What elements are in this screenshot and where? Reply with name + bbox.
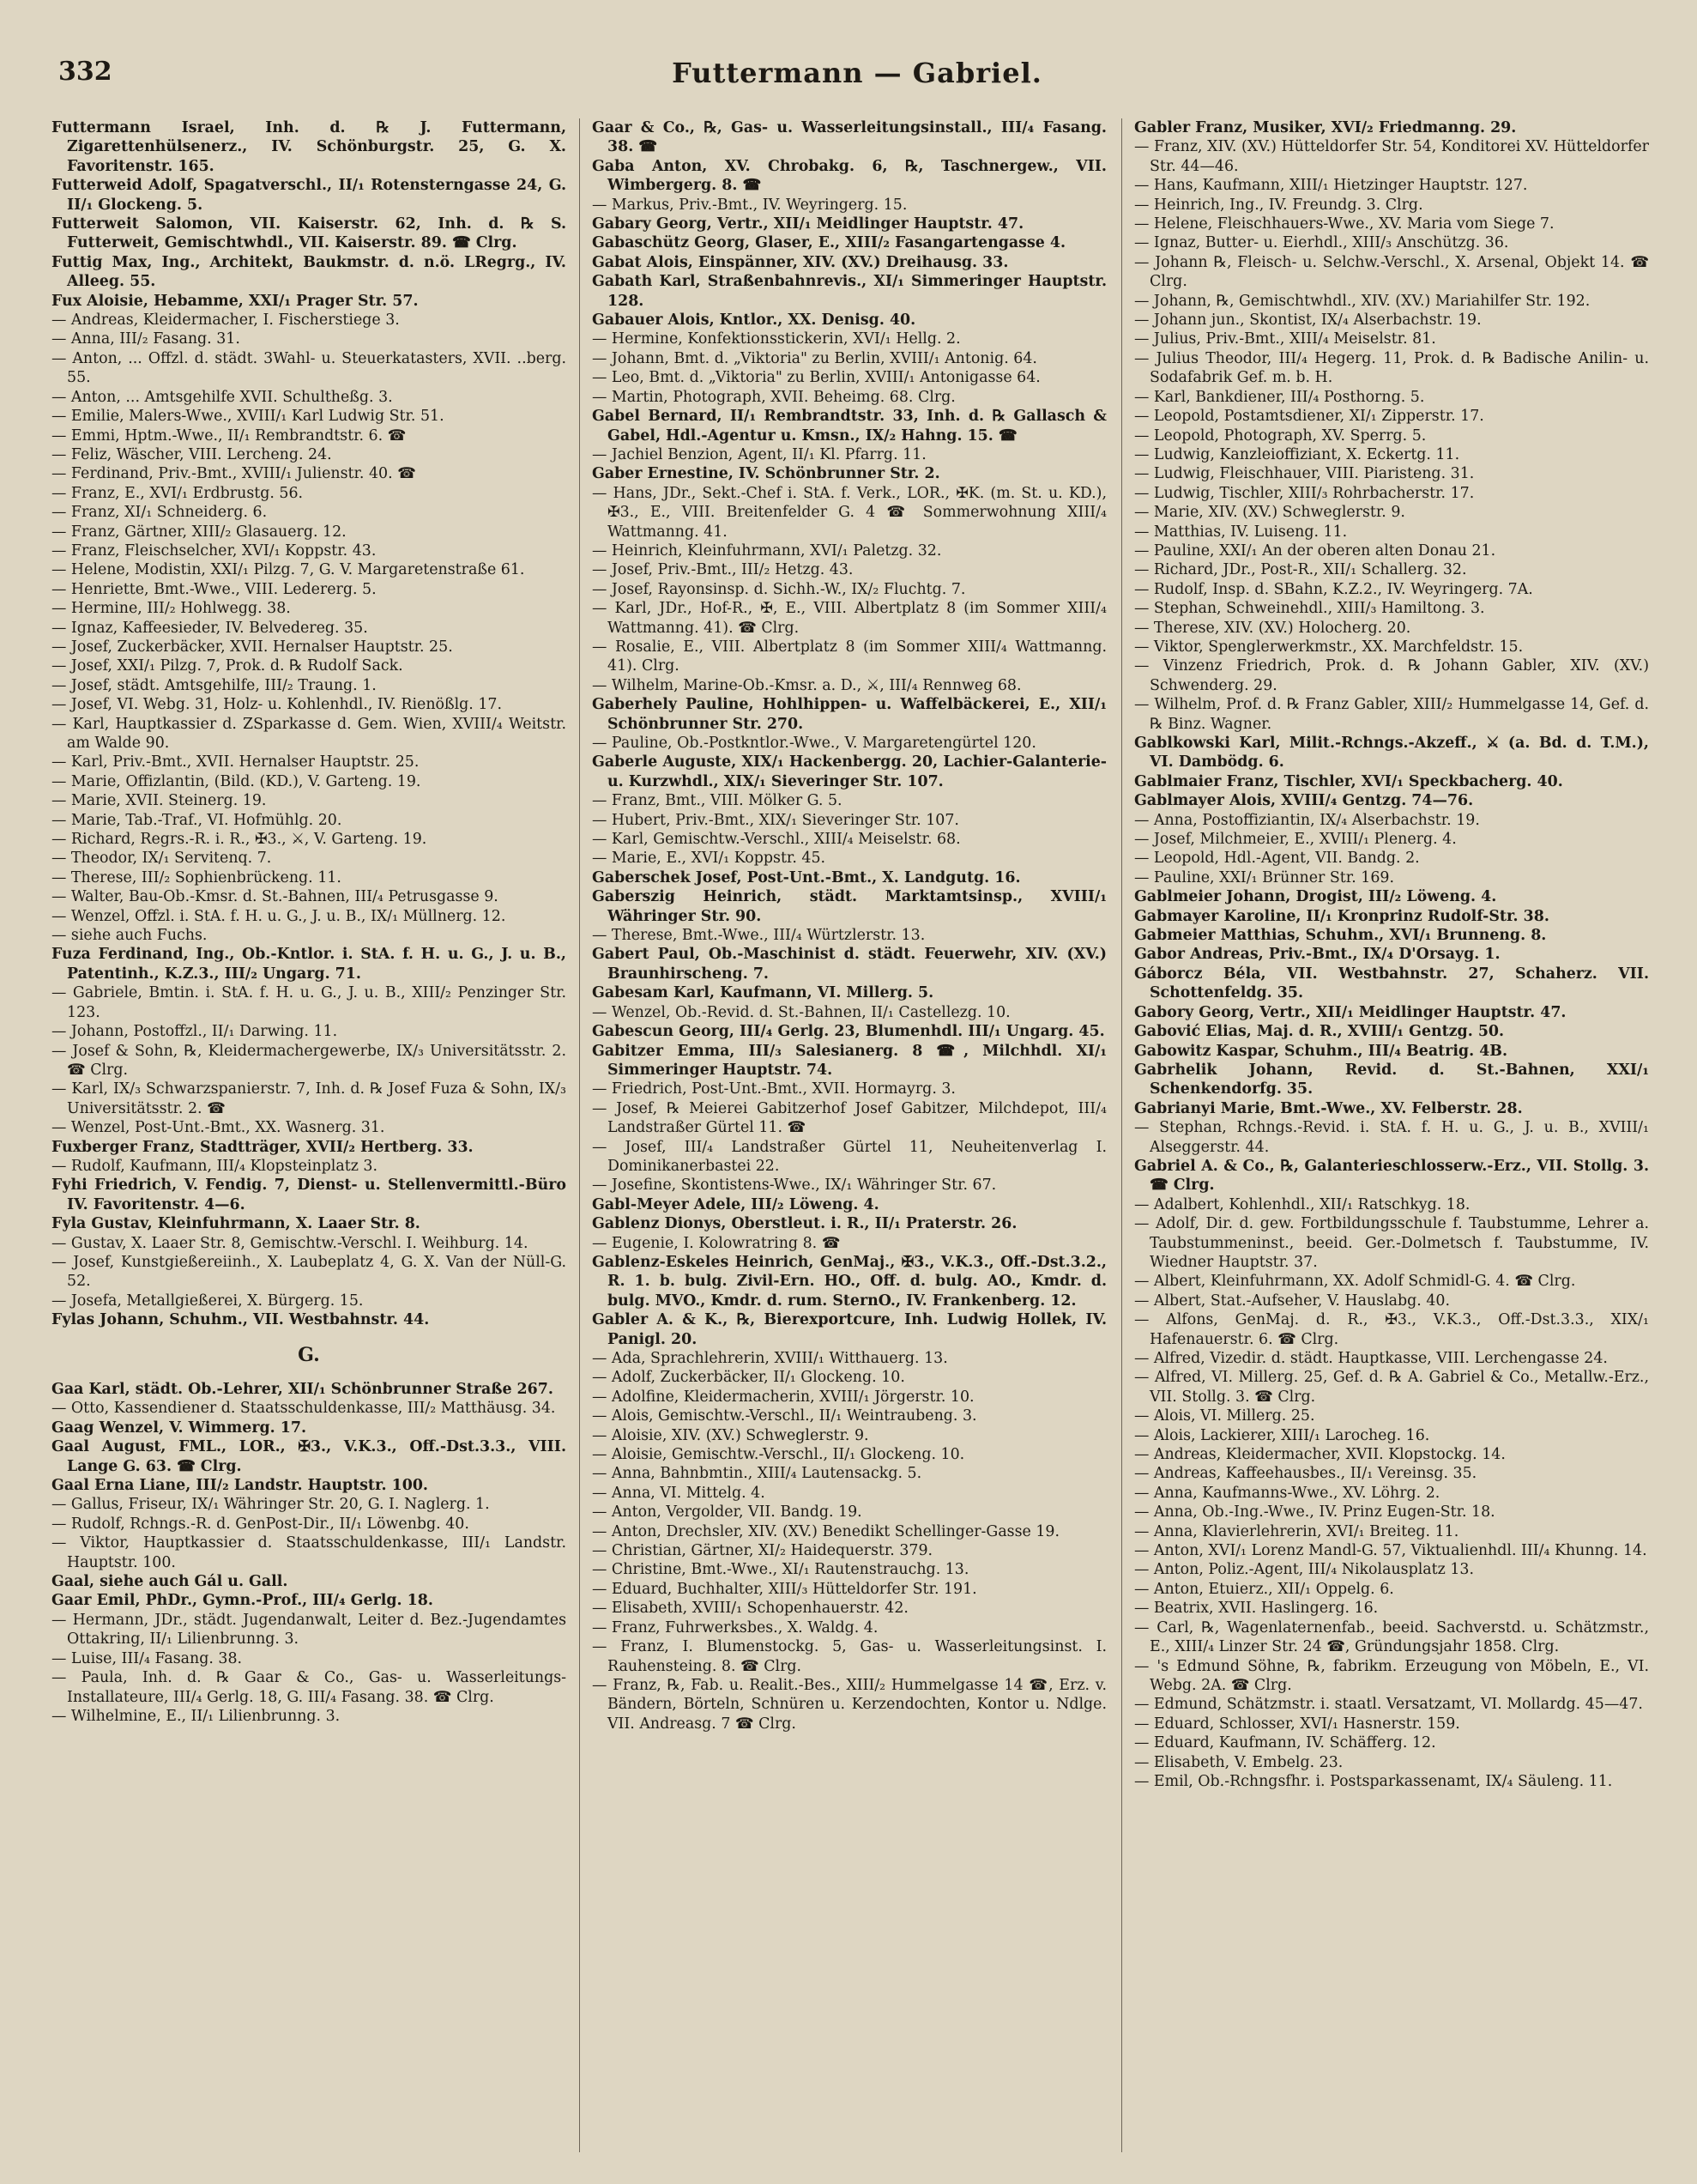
directory-entry: — Albert, Stat.-Aufseher, V. Hauslabg. 40. — [1134, 1292, 1450, 1310]
directory-entry: — Walter, Bau-Ob.-Kmsr. d. St.-Bahnen, III/₄ Petrusgasse 9. — [51, 888, 498, 906]
directory-entry: — Leopold, Postamtsdiener, XI/₁ Zipperstr. 17. — [1134, 408, 1484, 426]
directory-entry-head: Gabl-Meyer Adele, III/₂ Löweng. 4. — [592, 1195, 879, 1213]
directory-entry: — Josef, Milchmeier, E., XVIII/₁ Plenerg. 4. — [1134, 831, 1457, 849]
directory-entry-head: Gabrianyi Marie, Bmt.-Wwe., XV. Felberstr. 28. — [1134, 1099, 1523, 1117]
directory-entry: — Aloisie, Gemischtw.-Verschl., II/₁ Glockeng. 10. — [592, 1446, 965, 1464]
directory-entry: — Adolfine, Kleidermacherin, XVIII/₁ Jörgerstr. 10. — [592, 1388, 975, 1406]
directory-entry: — Johann, Postoffzl., II/₁ Darwing. 11. — [51, 1023, 338, 1041]
page-number: 332 — [58, 57, 112, 87]
directory-entry: — Franz, I. Blumenstockg. 5, Gas- u. Wasserleitungsinst. I. Rauhensteing. 8. ☎ Clrg. — [592, 1638, 1107, 1675]
directory-entry: — Gustav, X. Laaer Str. 8, Gemischtw.-Verschl. I. Weihburg. 14. — [51, 1234, 528, 1252]
directory-entry-head: Gabrhelik Johann, Revid. d. St.-Bahnen, XXI/₁ Schenkendorfg. 35. — [1134, 1061, 1649, 1098]
directory-entry-head: Gabler Franz, Musiker, XVI/₂ Friedmanng. 29. — [1134, 119, 1517, 136]
directory-entry: — Wilhelm, Marine-Ob.-Kmsr. a. D., ⚔, III/₄ Rennweg 68. — [592, 676, 1022, 694]
directory-entry: — Henriette, Bmt.-Wwe., VIII. Ledererg. 5. — [51, 580, 377, 598]
directory-entry-head: Gabory Georg, Vertr., XII/₁ Meidlinger Hauptstr. 47. — [1134, 1003, 1567, 1021]
directory-entry: — Adolf, Dir. d. gew. Fortbildungsschule f. Taubstumme, Lehrer a. Taubstummeninst., beeid. Ger.-Dolmetsch f. Taubstumme, IV. Wiedner Hauptstr. 37. — [1134, 1215, 1649, 1271]
directory-entry: — Alois, Lackierer, XIII/₁ Larocheg. 16. — [1134, 1426, 1430, 1444]
directory-entry: — Eugenie, I. Kolowratring 8. ☎ — [592, 1234, 841, 1252]
directory-entry: — Therese, Bmt.-Wwe., III/₄ Würtzlerstr. 13. — [592, 927, 926, 945]
directory-entry-head: Gabler A. & K., ℞, Bierexportcure, Inh. Ludwig Hollek, IV. Panigl. 20. — [592, 1311, 1107, 1348]
directory-entry: — Vinzenz Friedrich, Prok. d. ℞ Johann Gabler, XIV. (XV.) Schwenderg. 29. — [1134, 657, 1649, 694]
directory-entry: — Josef, III/₄ Landstraßer Gürtel 11, Neuheitenverlag I. Dominikanerbastei 22. — [592, 1138, 1107, 1175]
directory-entry: — Anton, Poliz.-Agent, III/₄ Nikolausplatz 13. — [1134, 1561, 1474, 1579]
directory-entry: — Elisabeth, V. Embelg. 23. — [1134, 1753, 1344, 1771]
directory-entry: — Anton, Etuierz., XII/₁ Oppelg. 6. — [1134, 1580, 1394, 1598]
directory-entry: — Otto, Kassendiener d. Staatsschuldenkasse, III/₂ Matthäusg. 34. — [51, 1400, 556, 1418]
directory-entry: — Marie, XIV. (XV.) Schweglerstr. 9. — [1134, 504, 1405, 522]
directory-entry: — Andreas, Kaffeehausbes., II/₁ Vereinsg. 35. — [1134, 1465, 1477, 1483]
directory-entry-head: Gabriel A. & Co., ℞, Galanterieschlosserw.-Erz., VII. Stollg. 3. ☎ Clrg. — [1134, 1157, 1649, 1195]
directory-entry: — Stephan, Schweinehdl., XIII/₃ Hamiltong. 3. — [1134, 600, 1485, 618]
directory-entry: — Pauline, Ob.-Postkntlor.-Wwe., V. Margaretengürtel 120. — [592, 735, 1036, 752]
column-3 — [1134, 118, 1649, 2152]
directory-columns — [51, 118, 1666, 2152]
directory-entry: — Anton, ... Amtsgehilfe XVII. Schultheßg. 3. — [51, 388, 393, 406]
directory-entry: — 's Edmund Söhne, ℞, fabrikm. Erzeugung von Möbeln, E., VI. Webg. 2A. ☎ Clrg. — [1134, 1657, 1649, 1694]
directory-entry: — Wilhelmine, E., II/₁ Lilienbrunng. 3. — [51, 1707, 341, 1725]
directory-entry: — Josef & Sohn, ℞, Kleidermachergewerbe, IX/₃ Universitätsstr. 2. ☎ Clrg. — [51, 1042, 566, 1079]
directory-entry-head: Gabović Elias, Maj. d. R., XVIII/₁ Gentzg. 50. — [1134, 1023, 1505, 1041]
directory-entry: — Eduard, Kaufmann, IV. Schäfferg. 12. — [1134, 1734, 1436, 1752]
directory-entry: — Viktor, Spenglerwerkmstr., XX. Marchfeldstr. 15. — [1134, 638, 1524, 656]
directory-entry: — Hans, Kaufmann, XIII/₁ Hietzinger Hauptstr. 127. — [1134, 177, 1528, 195]
directory-entry: — Emilie, Malers-Wwe., XVIII/₁ Karl Ludwig Str. 51. — [51, 408, 444, 426]
directory-entry-head: Gabary Georg, Vertr., XII/₁ Meidlinger Hauptstr. 47. — [592, 215, 1024, 233]
directory-entry: — Elisabeth, XVIII/₁ Schopenhauerstr. 42. — [592, 1600, 909, 1618]
directory-entry: — Pauline, XXI/₁ Brünner Str. 169. — [1134, 868, 1394, 886]
directory-entry: — Helene, Modistin, XXI/₁ Pilzg. 7, G. V. Margaretenstraße 61. — [51, 561, 525, 579]
directory-entry-head: Gabat Alois, Einspänner, XIV. (XV.) Dreihausg. 33. — [592, 253, 1009, 271]
directory-entry: — Christine, Bmt.-Wwe., XI/₁ Rautenstrauchg. 13. — [592, 1561, 969, 1579]
directory-entry-head: Gabesam Karl, Kaufmann, VI. Millerg. 5. — [592, 984, 934, 1002]
directory-entry: — Johann jun., Skontist, IX/₄ Alserbachstr. 19. — [1134, 312, 1482, 330]
directory-entry: — siehe auch Fuchs. — [51, 927, 208, 945]
directory-entry-head: Fylas Johann, Schuhm., VII. Westbahnstr. 44. — [51, 1311, 430, 1329]
directory-entry-head: Gabaschütz Georg, Glaser, E., XIII/₂ Fasangartengasse 4. — [592, 234, 1066, 252]
directory-entry: — Rudolf, Rchngs.-R. d. GenPost-Dir., II/₁ Löwenbg. 40. — [51, 1515, 469, 1533]
directory-entry-head: Gáborcz Béla, VII. Westbahnstr. 27, Schaherz. VII. Schottenfeldg. 35. — [1134, 965, 1649, 1002]
directory-entry: — Anna, III/₂ Fasang. 31. — [51, 330, 240, 348]
directory-entry: — Gabriele, Bmtin. i. StA. f. H. u. G., J. u. B., XIII/₂ Penzinger Str. 123. — [51, 984, 566, 1021]
directory-entry: — Josef, Priv.-Bmt., III/₂ Hetzg. 43. — [592, 561, 854, 579]
directory-entry-head: Gablmeier Johann, Drogist, III/₂ Löweng. 4. — [1134, 888, 1497, 906]
directory-entry-head: Gaberhely Pauline, Hohlhippen- u. Waffelbäckerei, E., XII/₁ Schönbrunner Str. 270. — [592, 696, 1107, 733]
directory-entry: — Franz, E., XVI/₁ Erdbrustg. 56. — [51, 484, 304, 502]
directory-entry: — Anton, Vergolder, VII. Bandg. 19. — [592, 1503, 862, 1522]
directory-entry: — Friedrich, Post-Unt.-Bmt., XVII. Hormayrg. 3. — [592, 1080, 956, 1098]
directory-entry: — Jachiel Benzion, Agent, II/₁ Kl. Pfarrg. 11. — [592, 445, 927, 463]
directory-entry: — Eduard, Buchhalter, XIII/₃ Hütteldorfer Str. 191. — [592, 1580, 977, 1598]
directory-entry: — Pauline, XXI/₁ An der oberen alten Donau 21. — [1134, 541, 1496, 560]
directory-entry-head: Gabescun Georg, III/₄ Gerlg. 23, Blumenhdl. III/₁ Ungarg. 45. — [592, 1023, 1105, 1041]
directory-entry-head: Gabel Bernard, II/₁ Rembrandtstr. 33, Inh. d. ℞ Gallasch & Gabel, Hdl.-Agentur u. Kmsn., IX/₂ Hahng. 15. ☎ — [592, 408, 1107, 445]
directory-entry: — Wenzel, Ob.-Revid. d. St.-Bahnen, II/₁ Castellezg. 10. — [592, 1003, 1011, 1021]
directory-entry: — Wenzel, Offzl. i. StA. f. H. u. G., J. u. B., IX/₁ Müllnerg. 12. — [51, 907, 506, 925]
page-title: Futtermann — Gabriel. — [672, 57, 1042, 89]
directory-entry: — Theodor, IX/₁ Servitenq. 7. — [51, 850, 272, 868]
directory-entry: — Alfons, GenMaj. d. R., ✠3., V.K.3., Off.-Dst.3.3., XIX/₁ Hafenauerstr. 6. ☎ Clrg. — [1134, 1311, 1649, 1348]
directory-entry: — Franz, Bmt., VIII. Mölker G. 5. — [592, 792, 842, 810]
directory-entry: — Karl, JDr., Hof-R., ✠, E., VIII. Albertplatz 8 (im Sommer XIII/₄ Wattmanng. 41). ☎ Clrg. — [592, 600, 1107, 637]
directory-entry: — Julius, Priv.-Bmt., XIII/₄ Meiselstr. 81. — [1134, 330, 1436, 348]
directory-entry: — Martin, Photograph, XVII. Beheimg. 68. Clrg. — [592, 388, 956, 406]
directory-entry: — Anton, ... Offzl. d. städt. 3Wahl- u. Steuerkatasters, XVII. ..berg. 55. — [51, 349, 566, 387]
directory-entry: — Josef, städt. Amtsgehilfe, III/₂ Traung. 1. — [51, 676, 377, 694]
directory-entry-head: Fyhi Friedrich, V. Fendig. 7, Dienst- u. Stellenvermittl.-Büro IV. Favoritenstr. 4—6. — [51, 1177, 566, 1213]
directory-entry: — Therese, III/₂ Sophienbrückeng. 11. — [51, 868, 341, 886]
directory-entry-head: Gablenz Dionys, Oberstleut. i. R., II/₁ Praterstr. 26. — [592, 1215, 1018, 1233]
directory-entry-head: Gaber Ernestine, IV. Schönbrunner Str. 2. — [592, 465, 940, 483]
directory-entry: — Ferdinand, Priv.-Bmt., XVIII/₁ Julienstr. 40. ☎ — [51, 465, 416, 483]
directory-entry-head: Gaal Erna Liane, III/₂ Landstr. Hauptstr. 100. — [51, 1477, 428, 1495]
directory-entry: — Hermine, III/₂ Hohlwegg. 38. — [51, 600, 291, 618]
directory-entry-head: Fux Aloisie, Hebamme, XXI/₁ Prager Str. 57. — [51, 292, 419, 310]
directory-entry: — Stephan, Rchngs.-Revid. i. StA. f. H. u. G., J. u. B., XVIII/₁ Alseggerstr. 44. — [1134, 1119, 1649, 1156]
directory-entry: — Ignaz, Butter- u. Eierhdl., XIII/₃ Anschützg. 36. — [1134, 234, 1509, 252]
directory-entry: — Anton, XVI/₁ Lorenz Mandl-G. 57, Viktualienhdl. III/₄ Khunng. 14. — [1134, 1542, 1647, 1560]
directory-entry: — Richard, JDr., Post-R., XII/₁ Schallerg. 32. — [1134, 561, 1467, 579]
directory-entry: — Karl, Bankdiener, III/₄ Posthorng. 5. — [1134, 388, 1425, 406]
directory-entry: — Josefa, Metallgießerei, X. Bürgerg. 15. — [51, 1292, 364, 1310]
directory-entry-head: Gaar Emil, PhDr., Gymn.-Prof., III/₄ Gerlg. 18. — [51, 1592, 433, 1610]
directory-entry: — Alfred, VI. Millerg. 25, Gef. d. ℞ A. Gabriel & Co., Metallw.-Erz., VII. Stollg. 3. ☎ Clrg. — [1134, 1369, 1649, 1406]
directory-entry: — Johann, ℞, Gemischtwhdl., XIV. (XV.) Mariahilfer Str. 192. — [1134, 292, 1591, 310]
directory-entry: — Anna, Kaufmanns-Wwe., XV. Löhrg. 2. — [1134, 1484, 1440, 1502]
directory-entry: — Marie, E., XVI/₁ Koppstr. 45. — [592, 850, 826, 868]
directory-entry: — Ludwig, Kanzleioffiziant, X. Eckertg. 11. — [1134, 445, 1460, 463]
directory-entry: — Eduard, Schlosser, XVI/₁ Hasnerstr. 159. — [1134, 1715, 1460, 1733]
directory-entry-head: Gablenz-Eskeles Heinrich, GenMaj., ✠3., V.K.3., Off.-Dst.3.2., R. 1. b. bulg. Zivil-Ern. HO., Off. d. bulg. AO., Kmdr. d. bulg. MVO., Kmdr. d. rum. SternO., IV. Frankenberg. 12. — [592, 1253, 1107, 1310]
directory-entry: — Karl, Hauptkassier d. ZSparkasse d. Gem. Wien, XVIII/₄ Weitstr. am Walde 90. — [51, 715, 566, 752]
directory-entry: — Viktor, Hauptkassier d. Staatsschuldenkasse, III/₁ Landstr. Hauptstr. 100. — [51, 1534, 566, 1571]
directory-entry-head: Gabowitz Kaspar, Schuhm., III/₄ Beatrig. 4B. — [1134, 1042, 1508, 1060]
directory-entry: — Markus, Priv.-Bmt., IV. Weyringerg. 15. — [592, 196, 908, 214]
directory-entry-head: Gabath Karl, Straßenbahnrevis., XI/₁ Simmeringer Hauptstr. 128. — [592, 273, 1107, 310]
directory-entry: — Ignaz, Kaffeesieder, IV. Belvedereg. 35. — [51, 619, 368, 637]
directory-entry: — Franz, Fleischselcher, XVI/₁ Koppstr. 43. — [51, 541, 377, 560]
directory-entry: — Carl, ℞, Wagenlaternenfab., beeid. Sachverstd. u. Schätzmstr., E., XIII/₄ Linzer Str. 24 ☎, Gründungsjahr 1858. Clrg. — [1134, 1618, 1649, 1656]
directory-entry: — Rosalie, E., VIII. Albertplatz 8 (im Sommer XIII/₄ Wattmanng. 41). Clrg. — [592, 638, 1107, 675]
directory-entry-head: Gaberschek Josef, Post-Unt.-Bmt., X. Landgutg. 16. — [592, 868, 1021, 886]
directory-entry: — Josef, Kunstgießereiinh., X. Laubeplatz 4, G. X. Van der Nüll-G. 52. — [51, 1253, 566, 1291]
directory-entry: — Leopold, Photograph, XV. Sperrg. 5. — [1134, 427, 1427, 445]
directory-entry-head: Futterweid Adolf, Spagatverschl., II/₁ Rotensterngasse 24, G. II/₁ Glockeng. 5. — [51, 177, 566, 214]
directory-entry: — Johann ℞, Fleisch- u. Selchw.-Verschl., X. Arsenal, Objekt 14. ☎ Clrg. — [1134, 253, 1649, 291]
directory-entry-head: Gaar & Co., ℞, Gas- u. Wasserleitungsinstall., III/₄ Fasang. 38. ☎ — [592, 119, 1107, 156]
directory-entry-head: Gaberszig Heinrich, städt. Marktamtsinsp., XVIII/₁ Währinger Str. 90. — [592, 888, 1107, 925]
directory-entry-head: Gablkowski Karl, Milit.-Rchngs.-Akzeff., ⚔ (a. Bd. d. T.M.), VI. Dambödg. 6. — [1134, 735, 1649, 771]
directory-entry: — Anna, Postoffiziantin, IX/₄ Alserbachstr. 19. — [1134, 811, 1480, 829]
directory-entry: — Anna, Klavierlehrerin, XVI/₁ Breiteg. 11. — [1134, 1522, 1459, 1540]
directory-entry-head: Gabor Andreas, Priv.-Bmt., IX/₄ D'Orsayg. 1. — [1134, 946, 1501, 964]
directory-entry-head: Gaberle Auguste, XIX/₁ Hackenbergg. 20, Lachier-Galanterie- u. Kurzwhdl., XIX/₁ Sieveringer Str. 107. — [592, 753, 1107, 790]
directory-entry: — Edmund, Schätzmstr. i. staatl. Versatzamt, VI. Mollardg. 45—47. — [1134, 1696, 1643, 1714]
section-heading: G. — [298, 1343, 320, 1366]
directory-entry: — Paula, Inh. d. ℞ Gaar & Co., Gas- u. Wasserleitungs-Installateure, III/₄ Gerlg. 18, G. III/₄ Fasang. 38. ☎ Clrg. — [51, 1669, 566, 1706]
directory-entry: — Richard, Regrs.-R. i. R., ✠3., ⚔, V. Garteng. 19. — [51, 831, 427, 849]
directory-entry: — Adolf, Zuckerbäcker, II/₁ Glockeng. 10. — [592, 1369, 905, 1387]
directory-entry: — Luise, III/₄ Fasang. 38. — [51, 1649, 243, 1667]
directory-entry: — Alois, Gemischtw.-Verschl., II/₁ Weintraubeng. 3. — [592, 1407, 977, 1425]
directory-entry: — Ada, Sprachlehrerin, XVIII/₁ Witthauerg. 13. — [592, 1350, 948, 1367]
directory-entry: — Franz, Fuhrwerksbes., X. Waldg. 4. — [592, 1618, 879, 1636]
directory-entry: — Feliz, Wäscher, VIII. Lercheng. 24. — [51, 445, 332, 463]
directory-entry-head: Gabauer Alois, Kntlor., XX. Denisg. 40. — [592, 312, 916, 330]
directory-entry-head: Gabmayer Karoline, II/₁ Kronprinz Rudolf-Str. 38. — [1134, 907, 1549, 925]
directory-entry: — Leo, Bmt. d. „Viktoria" zu Berlin, XVIII/₁ Antonigasse 64. — [592, 369, 1041, 387]
directory-entry: — Andreas, Kleidermacher, XVII. Klopstockg. 14. — [1134, 1446, 1506, 1464]
directory-entry: — Franz, XIV. (XV.) Hütteldorfer Str. 54, Konditorei XV. Hütteldorfer Str. 44—46. — [1134, 138, 1649, 175]
directory-entry: — Heinrich, Ing., IV. Freundg. 3. Clrg. — [1134, 196, 1423, 214]
directory-entry: — Leopold, Hdl.-Agent, VII. Bandg. 2. — [1134, 850, 1420, 868]
directory-entry: — Rudolf, Insp. d. SBahn, K.Z.2., IV. Weyringerg. 7A. — [1134, 580, 1533, 598]
page-header — [51, 57, 1663, 94]
directory-entry-head: Gaa Karl, städt. Ob.-Lehrer, XII/₁ Schönbrunner Straße 267. — [51, 1381, 553, 1398]
directory-entry: — Josefine, Skontistens-Wwe., IX/₁ Währinger Str. 67. — [592, 1177, 997, 1195]
directory-entry: — Josef, Rayonsinsp. d. Sichh.-W., IX/₂ Fluchtg. 7. — [592, 580, 966, 598]
directory-entry-head: Gabitzer Emma, III/₃ Salesianerg. 8 ☎, Milchhdl. XI/₁ Simmeringer Hauptstr. 74. — [592, 1042, 1107, 1079]
directory-entry: — Marie, Tab.-Traf., VI. Hofmühlg. 20. — [51, 811, 342, 829]
directory-entry-head: Fuxberger Franz, Stadtträger, XVII/₂ Hertberg. 33. — [51, 1138, 474, 1156]
directory-entry-head: Gaba Anton, XV. Chrobakg. 6, ℞, Taschnergew., VII. Wimbergerg. 8. ☎ — [592, 157, 1107, 195]
directory-entry: — Hans, JDr., Sekt.-Chef i. StA. f. Verk., LOR., ✠K. (m. St. u. KD.), ✠3., E., VIII. Breitenfelder G. 4 ☎ Sommerwohnung XIII/₄ Wattmanng. 41. — [592, 484, 1107, 541]
directory-entry: — Hermann, JDr., städt. Jugendanwalt, Leiter d. Bez.-Jugendamtes Ottakring, II/₁ Lilienbrunng. 3. — [51, 1611, 566, 1649]
directory-entry: — Hermine, Konfektionsstickerin, XVI/₁ Hellg. 2. — [592, 330, 961, 348]
column-1 — [51, 118, 566, 2152]
directory-entry: — Emil, Ob.-Rchngsfhr. i. Postsparkassenamt, IX/₄ Säuleng. 11. — [1134, 1772, 1613, 1790]
directory-entry: — Franz, XI/₁ Schneiderg. 6. — [51, 504, 268, 522]
directory-entry: — Albert, Kleinfuhrmann, XX. Adolf Schmidl-G. 4. ☎ Clrg. — [1134, 1273, 1576, 1291]
directory-entry: — Karl, IX/₃ Schwarzspanierstr. 7, Inh. d. ℞ Josef Fuza & Sohn, IX/₃ Universitätsstr. 2. ☎ — [51, 1080, 566, 1117]
directory-entry: — Franz, Gärtner, XIII/₂ Glasauerg. 12. — [51, 523, 347, 541]
directory-entry-head: Futterweit Salomon, VII. Kaiserstr. 62, Inh. d. ℞ S. Futterweit, Gemischtwhdl., VII. Kaiserstr. 89. ☎ Clrg. — [51, 215, 566, 252]
directory-entry: — Andreas, Kleidermacher, I. Fischerstiege 3. — [51, 312, 400, 330]
directory-entry-head: Gaal, siehe auch Gál u. Gall. — [51, 1573, 288, 1591]
directory-entry: — Alfred, Vizedir. d. städt. Hauptkasse, VIII. Lerchengasse 24. — [1134, 1350, 1608, 1367]
directory-entry: — Rudolf, Kaufmann, III/₄ Klopsteinplatz 3. — [51, 1157, 377, 1175]
directory-entry: — Heinrich, Kleinfuhrmann, XVI/₁ Paletzg. 32. — [592, 541, 942, 560]
directory-entry: — Aloisie, XIV. (XV.) Schweglerstr. 9. — [592, 1426, 869, 1444]
directory-entry-head: Gablmaier Franz, Tischler, XVI/₁ Speckbacherg. 40. — [1134, 772, 1563, 790]
directory-entry: — Wilhelm, Prof. d. ℞ Franz Gabler, XIII/₂ Hummelgasse 14, Gef. d. ℞ Binz. Wagner. — [1134, 696, 1649, 733]
directory-entry: — Josef, ℞ Meierei Gabitzerhof Josef Gabitzer, Milchdepot, III/₄ Landstraßer Gürtel 11. ☎ — [592, 1099, 1107, 1137]
directory-entry: — Josef, VI. Webg. 31, Holz- u. Kohlenhdl., IV. Rienößlg. 17. — [51, 696, 503, 714]
directory-entry: — Anna, Bahnbmtin., XIII/₄ Lautensackg. 5. — [592, 1465, 922, 1483]
directory-entry-head: Gaal August, FML., LOR., ✠3., V.K.3., Off.-Dst.3.3., VIII. Lange G. 63. ☎ Clrg. — [51, 1438, 566, 1475]
directory-entry-head: Gablmayer Alois, XVIII/₄ Gentzg. 74—76. — [1134, 792, 1474, 810]
directory-entry-head: Gabmeier Matthias, Schuhm., XVI/₁ Brunneng. 8. — [1134, 927, 1547, 945]
directory-entry-head: Futtermann Israel, Inh. d. ℞ J. Futtermann, Zigarettenhülsenerz., IV. Schönburgstr. 25, G. X. Favoritenstr. 165. — [51, 119, 566, 175]
directory-entry-head: Gaag Wenzel, V. Wimmerg. 17. — [51, 1419, 307, 1437]
directory-entry: — Adalbert, Kohlenhdl., XII/₁ Ratschkyg. 18. — [1134, 1195, 1471, 1213]
directory-entry: — Josef, Zuckerbäcker, XVII. Hernalser Hauptstr. 25. — [51, 638, 453, 656]
directory-entry: — Christian, Gärtner, XI/₂ Haidequerstr. 379. — [592, 1542, 933, 1560]
directory-entry-head: Futtig Max, Ing., Architekt, Baukmstr. d. n.ö. LRegrg., IV. Alleeg. 55. — [51, 253, 566, 291]
directory-entry-head: Gabert Paul, Ob.-Maschinist d. städt. Feuerwehr, XIV. (XV.) Braunhirscheng. 7. — [592, 946, 1107, 983]
directory-entry: — Anton, Drechsler, XIV. (XV.) Benedikt Schellinger-Gasse 19. — [592, 1522, 1060, 1540]
column-2 — [592, 118, 1107, 2152]
directory-entry: — Julius Theodor, III/₄ Hegerg. 11, Prok. d. ℞ Badische Anilin- u. Sodafabrik Gef. m. b. H. — [1134, 349, 1649, 387]
directory-entry: — Ludwig, Tischler, XIII/₃ Rohrbacherstr. 17. — [1134, 484, 1475, 502]
directory-entry: — Marie, Offizlantin, (Bild. (KD.), V. Garteng. 19. — [51, 772, 421, 790]
directory-entry-head: Fuza Ferdinand, Ing., Ob.-Kntlor. i. StA. f. H. u. G., J. u. B., Patentinh., K.Z.3., III/₂ Ungarg. 71. — [51, 946, 566, 983]
directory-entry: — Johann, Bmt. d. „Viktoria" zu Berlin, XVIII/₁ Antonig. 64. — [592, 349, 1037, 367]
directory-entry: — Emmi, Hptm.-Wwe., II/₁ Rembrandtstr. 6. ☎ — [51, 427, 407, 445]
directory-entry: — Anna, Ob.-Ing.-Wwe., IV. Prinz Eugen-Str. 18. — [1134, 1503, 1495, 1522]
directory-entry: — Hubert, Priv.-Bmt., XIX/₁ Sieveringer Str. 107. — [592, 811, 959, 829]
directory-entry: — Karl, Gemischtw.-Verschl., XIII/₄ Meiselstr. 68. — [592, 831, 961, 849]
directory-entry: — Josef, XXI/₁ Pilzg. 7, Prok. d. ℞ Rudolf Sack. — [51, 657, 403, 675]
directory-entry: — Gallus, Friseur, IX/₁ Währinger Str. 20, G. I. Naglerg. 1. — [51, 1496, 490, 1514]
directory-entry: — Matthias, IV. Luiseng. 11. — [1134, 523, 1348, 541]
directory-entry: — Therese, XIV. (XV.) Holocherg. 20. — [1134, 619, 1411, 637]
directory-entry: — Wenzel, Post-Unt.-Bmt., XX. Wasnerg. 31. — [51, 1119, 385, 1137]
directory-entry: — Marie, XVII. Steinerg. 19. — [51, 792, 267, 810]
directory-entry: — Ludwig, Fleischhauer, VIII. Piaristeng. 31. — [1134, 465, 1475, 483]
directory-entry-head: Fyla Gustav, Kleinfuhrmann, X. Laaer Str. 8. — [51, 1215, 420, 1233]
directory-entry: — Anna, VI. Mittelg. 4. — [592, 1484, 765, 1502]
directory-entry: — Alois, VI. Millerg. 25. — [1134, 1407, 1315, 1425]
directory-entry: — Karl, Priv.-Bmt., XVII. Hernalser Hauptstr. 25. — [51, 753, 420, 771]
directory-entry: — Beatrix, XVII. Haslingerg. 16. — [1134, 1600, 1379, 1618]
directory-entry: — Helene, Fleischhauers-Wwe., XV. Maria vom Siege 7. — [1134, 215, 1555, 233]
directory-entry: — Franz, ℞, Fab. u. Realit.-Bes., XIII/₂ Hummelgasse 14 ☎, Erz. v. Bändern, Börteln, Schnüren u. Kerzendochten, Kontor u. Ndlge. VII. Andreasg. 7 ☎ Clrg. — [592, 1676, 1107, 1733]
